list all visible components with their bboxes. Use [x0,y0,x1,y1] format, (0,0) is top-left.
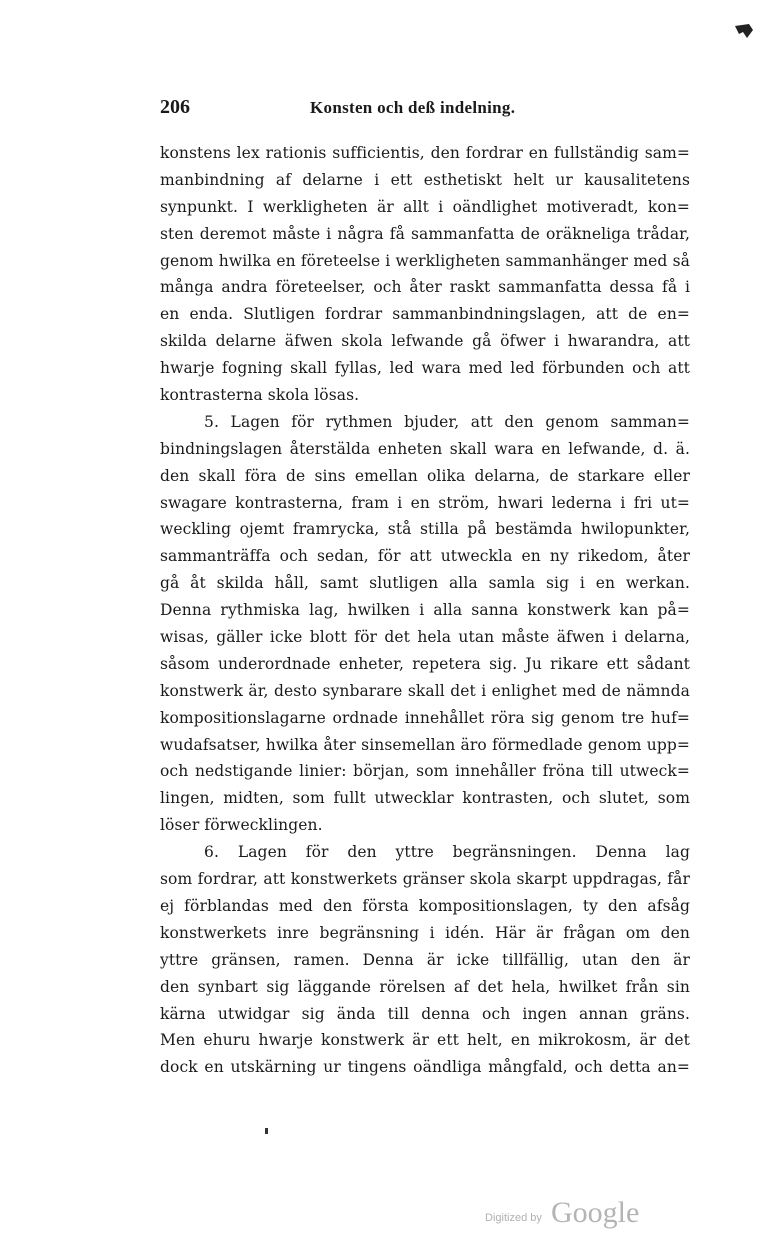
google-watermark [485,1196,655,1236]
text-line: gå åt skilda håll, samt slutligen alla samla sig i en werkan. [160,574,690,593]
text-line: 5. Lagen för rythmen bjuder, att den genom samman= [204,412,690,431]
ink-speck [265,1128,268,1134]
text-line: som fordrar, att konstwerkets gränser skola skarpt uppdragas, får [160,870,690,889]
text-line: löser förwecklingen. [160,816,323,835]
text-line: swagare kontrasterna, fram i en ström, hwari lederna i fri ut= [160,493,690,512]
text-line: en enda. Slutligen fordrar sammanbindningslagen, att de en= [160,305,690,324]
text-line: wisas, gäller icke blott för det hela utan måste äfwen i delarna, [160,628,690,647]
text-line: kontrasterna skola lösas. [160,386,360,405]
page-number: 206 [160,96,190,118]
corner-tab-mark [733,22,755,40]
page-header [160,96,690,126]
text-line: genom hwilka en företeelse i werkligheten sammanhänger med så [160,251,690,270]
running-head: Konsten och deß indelning. [310,98,516,117]
text-line: lingen, midten, som fullt utwecklar kontrasten, och slutet, som [160,789,690,808]
text-line: yttre gränsen, ramen. Denna är icke tillfällig, utan den är [160,950,690,969]
text-line: hwarje fogning skall fyllas, led wara med led förbunden och att [160,359,690,378]
text-line: bindningslagen återstälda enheten skall wara en lefwande, d. ä. [160,439,690,458]
text-line: konstens lex rationis sufficientis, den fordrar en fullständig sam= [160,144,690,162]
text-line: sten deremot måste i några få sammanfatta de oräkneliga trådar, [160,224,690,243]
text-line: skilda delarne äfwen skola lefwande gå öfwer i hwarandra, att [160,332,690,351]
text-line: sammanträffa och sedan, för att utweckla en ny rikedom, åter [160,547,690,566]
google-logo: Google [551,1196,640,1229]
body-text [160,140,690,1081]
text-line: synpunkt. I werkligheten är allt i oändlighet motiveradt, kon= [160,197,690,216]
text-line: Denna rythmiska lag, hwilken i alla sanna konstwerk kan på= [160,601,690,620]
text-line: såsom underordnade enheter, repetera sig. Ju rikare ett sådant [160,654,690,673]
text-line: wudafsatser, hwilka åter sinsemellan äro förmedlade genom upp= [160,735,690,754]
text-line: den skall föra de sins emellan olika delarna, de starkare eller [160,466,690,485]
digitized-by-label: Digitized by [485,1212,542,1224]
text-line: 6. Lagen för den yttre begränsningen. Denna lag [204,843,690,862]
text-line: konstwerk är, desto synbarare skall det i enlighet med de nämnda [160,681,690,700]
text-line: och nedstigande linier: början, som innehåller fröna till utweck= [160,762,690,781]
text-line: Men ehuru hwarje konstwerk är ett helt, en mikrokosm, är det [160,1031,690,1050]
text-line: dock en utskärning ur tingens oändliga mångfald, och detta an= [160,1058,690,1077]
text-line: manbindning af delarne i ett esthetiskt helt ur kausalitetens [160,170,690,189]
text-line: konstwerkets inre begränsning i idén. Här är frågan om den [160,923,690,942]
text-line: kompositionslagarne ordnade innehållet röra sig genom tre huf= [160,708,690,727]
text-line: många andra företeelser, och åter raskt sammanfatta dessa få i [160,278,690,297]
text-line: kärna utwidgar sig ända till denna och ingen annan gräns. [160,1004,690,1023]
text-line: weckling ojemt framrycka, stå stilla på bestämda hwilopunkter, [160,520,690,539]
text-line: den synbart sig läggande rörelsen af det hela, hwilket från sin [160,977,690,996]
text-line: ej förblandas med den första kompositionslagen, ty den afsåg [160,896,690,915]
